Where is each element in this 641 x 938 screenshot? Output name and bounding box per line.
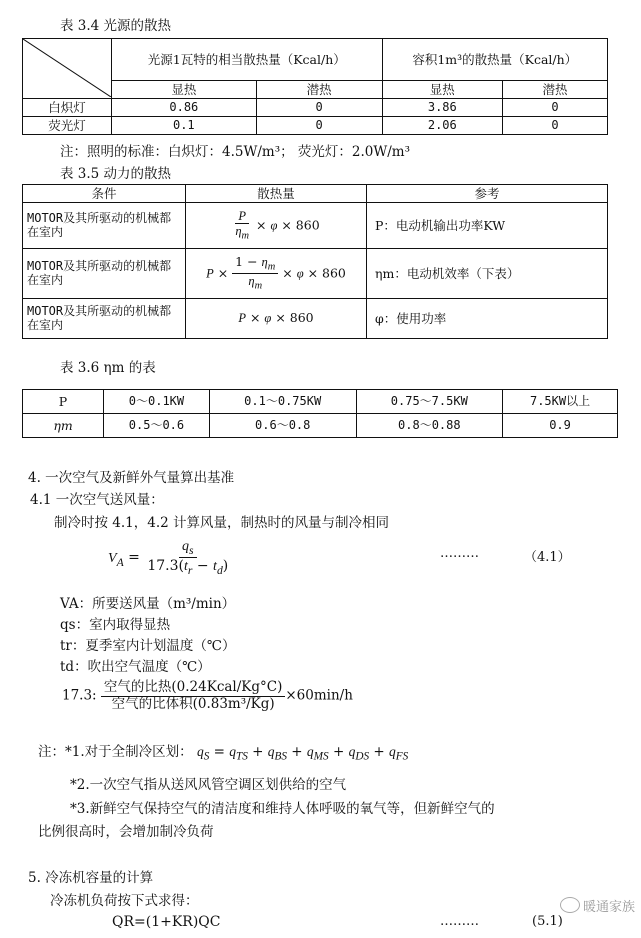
table-3-5-caption: 表 3.5 动力的散热 — [60, 166, 172, 182]
table-row — [23, 203, 608, 249]
cell: 3.86 — [382, 99, 503, 117]
cell: ηm — [23, 414, 104, 438]
note-3: *3.新鲜空气保持空气的清洁度和维持人体呼吸的氧气等，但新鲜空气的 — [70, 801, 495, 817]
table-3-5 — [22, 184, 608, 339]
header: 散热量 — [186, 185, 367, 203]
watermark — [560, 896, 635, 915]
constant-tail: ×60min/h — [285, 687, 353, 704]
cell: 0 — [503, 99, 608, 117]
definition: qs：室内取得显热 — [60, 617, 171, 633]
table-3-4 — [22, 38, 608, 135]
table-3-6 — [22, 389, 618, 438]
note-3-cont: 比例很高时，会增加制冷负荷 — [38, 824, 214, 840]
cell: 0 — [256, 117, 382, 135]
cell: 0 — [503, 117, 608, 135]
note-2: *2.一次空气指从送风风管空调区划供给的空气 — [70, 777, 347, 793]
equation-dots: ……… — [440, 914, 479, 929]
header-lamp-heat: 光源1瓦特的相当散热量（Kcal/h） — [112, 39, 383, 81]
reference-cell: φ：使用功率 — [367, 299, 608, 339]
cell: 0.9 — [503, 414, 618, 438]
cell: 2.06 — [382, 117, 503, 135]
table-3-4-caption: 表 3.4 光源的散热 — [60, 18, 172, 34]
definition: td：吹出空气温度（℃） — [60, 659, 211, 675]
cell: P — [23, 390, 104, 414]
formula-cell: $\frac{P}{\eta_m}$ × φ × 860 — [186, 203, 367, 249]
cell: 0.86 — [112, 99, 257, 117]
definition: tr：夏季室内计划温度（℃） — [60, 638, 236, 654]
condition-cell: MOTOR及其所驱动的机械都在室内 — [23, 203, 186, 249]
section-5-intro: 冷冻机负荷按下式求得： — [50, 893, 199, 909]
equation-dots: ……… — [440, 546, 479, 561]
cell: 0.75～7.5KW — [356, 390, 503, 414]
subheader: 潜热 — [256, 81, 382, 99]
reference-cell: P：电动机输出功率KW — [367, 203, 608, 249]
cell: 0.8～0.88 — [356, 414, 503, 438]
cell: 0 — [256, 99, 382, 117]
section-5-title: 5. 冷冻机容量的计算 — [28, 870, 154, 886]
cell: 7.5KW以上 — [503, 390, 618, 414]
formula-cell: P × φ × 860 — [186, 299, 367, 339]
cell: 0.1～0.75KW — [209, 390, 356, 414]
definition: VA：所要送风量（m³/min） — [60, 596, 236, 612]
table-3-4-note: 注：照明的标准：白炽灯：4.5W/m³； 荧光灯：2.0W/m³ — [60, 144, 411, 160]
formula-cell: P × $\frac{1 - \eta_m}{\eta_m}$ × φ × 860 — [186, 249, 367, 299]
row-label: 白炽灯 — [23, 99, 112, 117]
diagonal-header-cell — [23, 39, 112, 99]
wechat-icon — [560, 897, 580, 913]
reference-cell: ηm：电动机效率（下表） — [367, 249, 608, 299]
header: 参考 — [367, 185, 608, 203]
condition-cell: MOTOR及其所驱动的机械都在室内 — [23, 249, 186, 299]
subheader: 显热 — [382, 81, 503, 99]
section-4-intro: 制冷时按 4.1，4.2 计算风量，制热时的风量与制冷相同 — [54, 515, 390, 531]
equation-4-1: $V_A$ = $\frac{q_s}{17.3(t_r - t_d)}$ — [108, 539, 229, 578]
table-row — [23, 299, 608, 339]
subheader: 潜热 — [503, 81, 608, 99]
equation-number: （4.1） — [524, 550, 571, 565]
constant-17-3: 17.3: $\frac{\text{空气的比热(0.24Kcal/Kg°C)}}{\text{空气的比体积(0.83m³/Kg)}}$ ×60min/h — [62, 679, 353, 712]
table-row — [23, 390, 618, 414]
table-row — [23, 117, 608, 135]
table-row — [23, 99, 608, 117]
cell: 0.6～0.8 — [209, 414, 356, 438]
note-1: 注：*1.对于全制冷区划： $q_S = q_{TS} + q_{BS} + q_{MS} + q_{DS} + q_{FS}$ — [38, 744, 409, 763]
cell: 0.5～0.6 — [104, 414, 210, 438]
cell: 0～0.1KW — [104, 390, 210, 414]
table-row — [23, 414, 618, 438]
constant-denominator: 空气的比体积(0.83m³/Kg) — [111, 695, 275, 712]
section-4-1-title: 4.1 一次空气送风量： — [30, 492, 164, 508]
header: 条件 — [23, 185, 186, 203]
note-1-lead: 注：*1.对于全制冷区划： — [38, 744, 193, 760]
subheader: 显热 — [112, 81, 257, 99]
table-row — [23, 249, 608, 299]
table-3-6-caption: 表 3.6 ηm 的表 — [60, 360, 156, 376]
section-4-title: 4. 一次空气及新鲜外气量算出基准 — [28, 470, 235, 486]
equation-5-1: QR=(1+KR)QC — [112, 914, 221, 930]
equation-number: (5.1) — [532, 914, 563, 929]
constant-numerator: 空气的比热(0.24Kcal/Kg°C) — [101, 680, 285, 697]
watermark-text: 暖通家族 — [582, 900, 635, 915]
condition-cell: MOTOR及其所驱动的机械都在室内 — [23, 299, 186, 339]
header-volume-heat: 容积1m³的散热量（Kcal/h） — [382, 39, 607, 81]
row-label: 荧光灯 — [23, 117, 112, 135]
cell: 0.1 — [112, 117, 257, 135]
